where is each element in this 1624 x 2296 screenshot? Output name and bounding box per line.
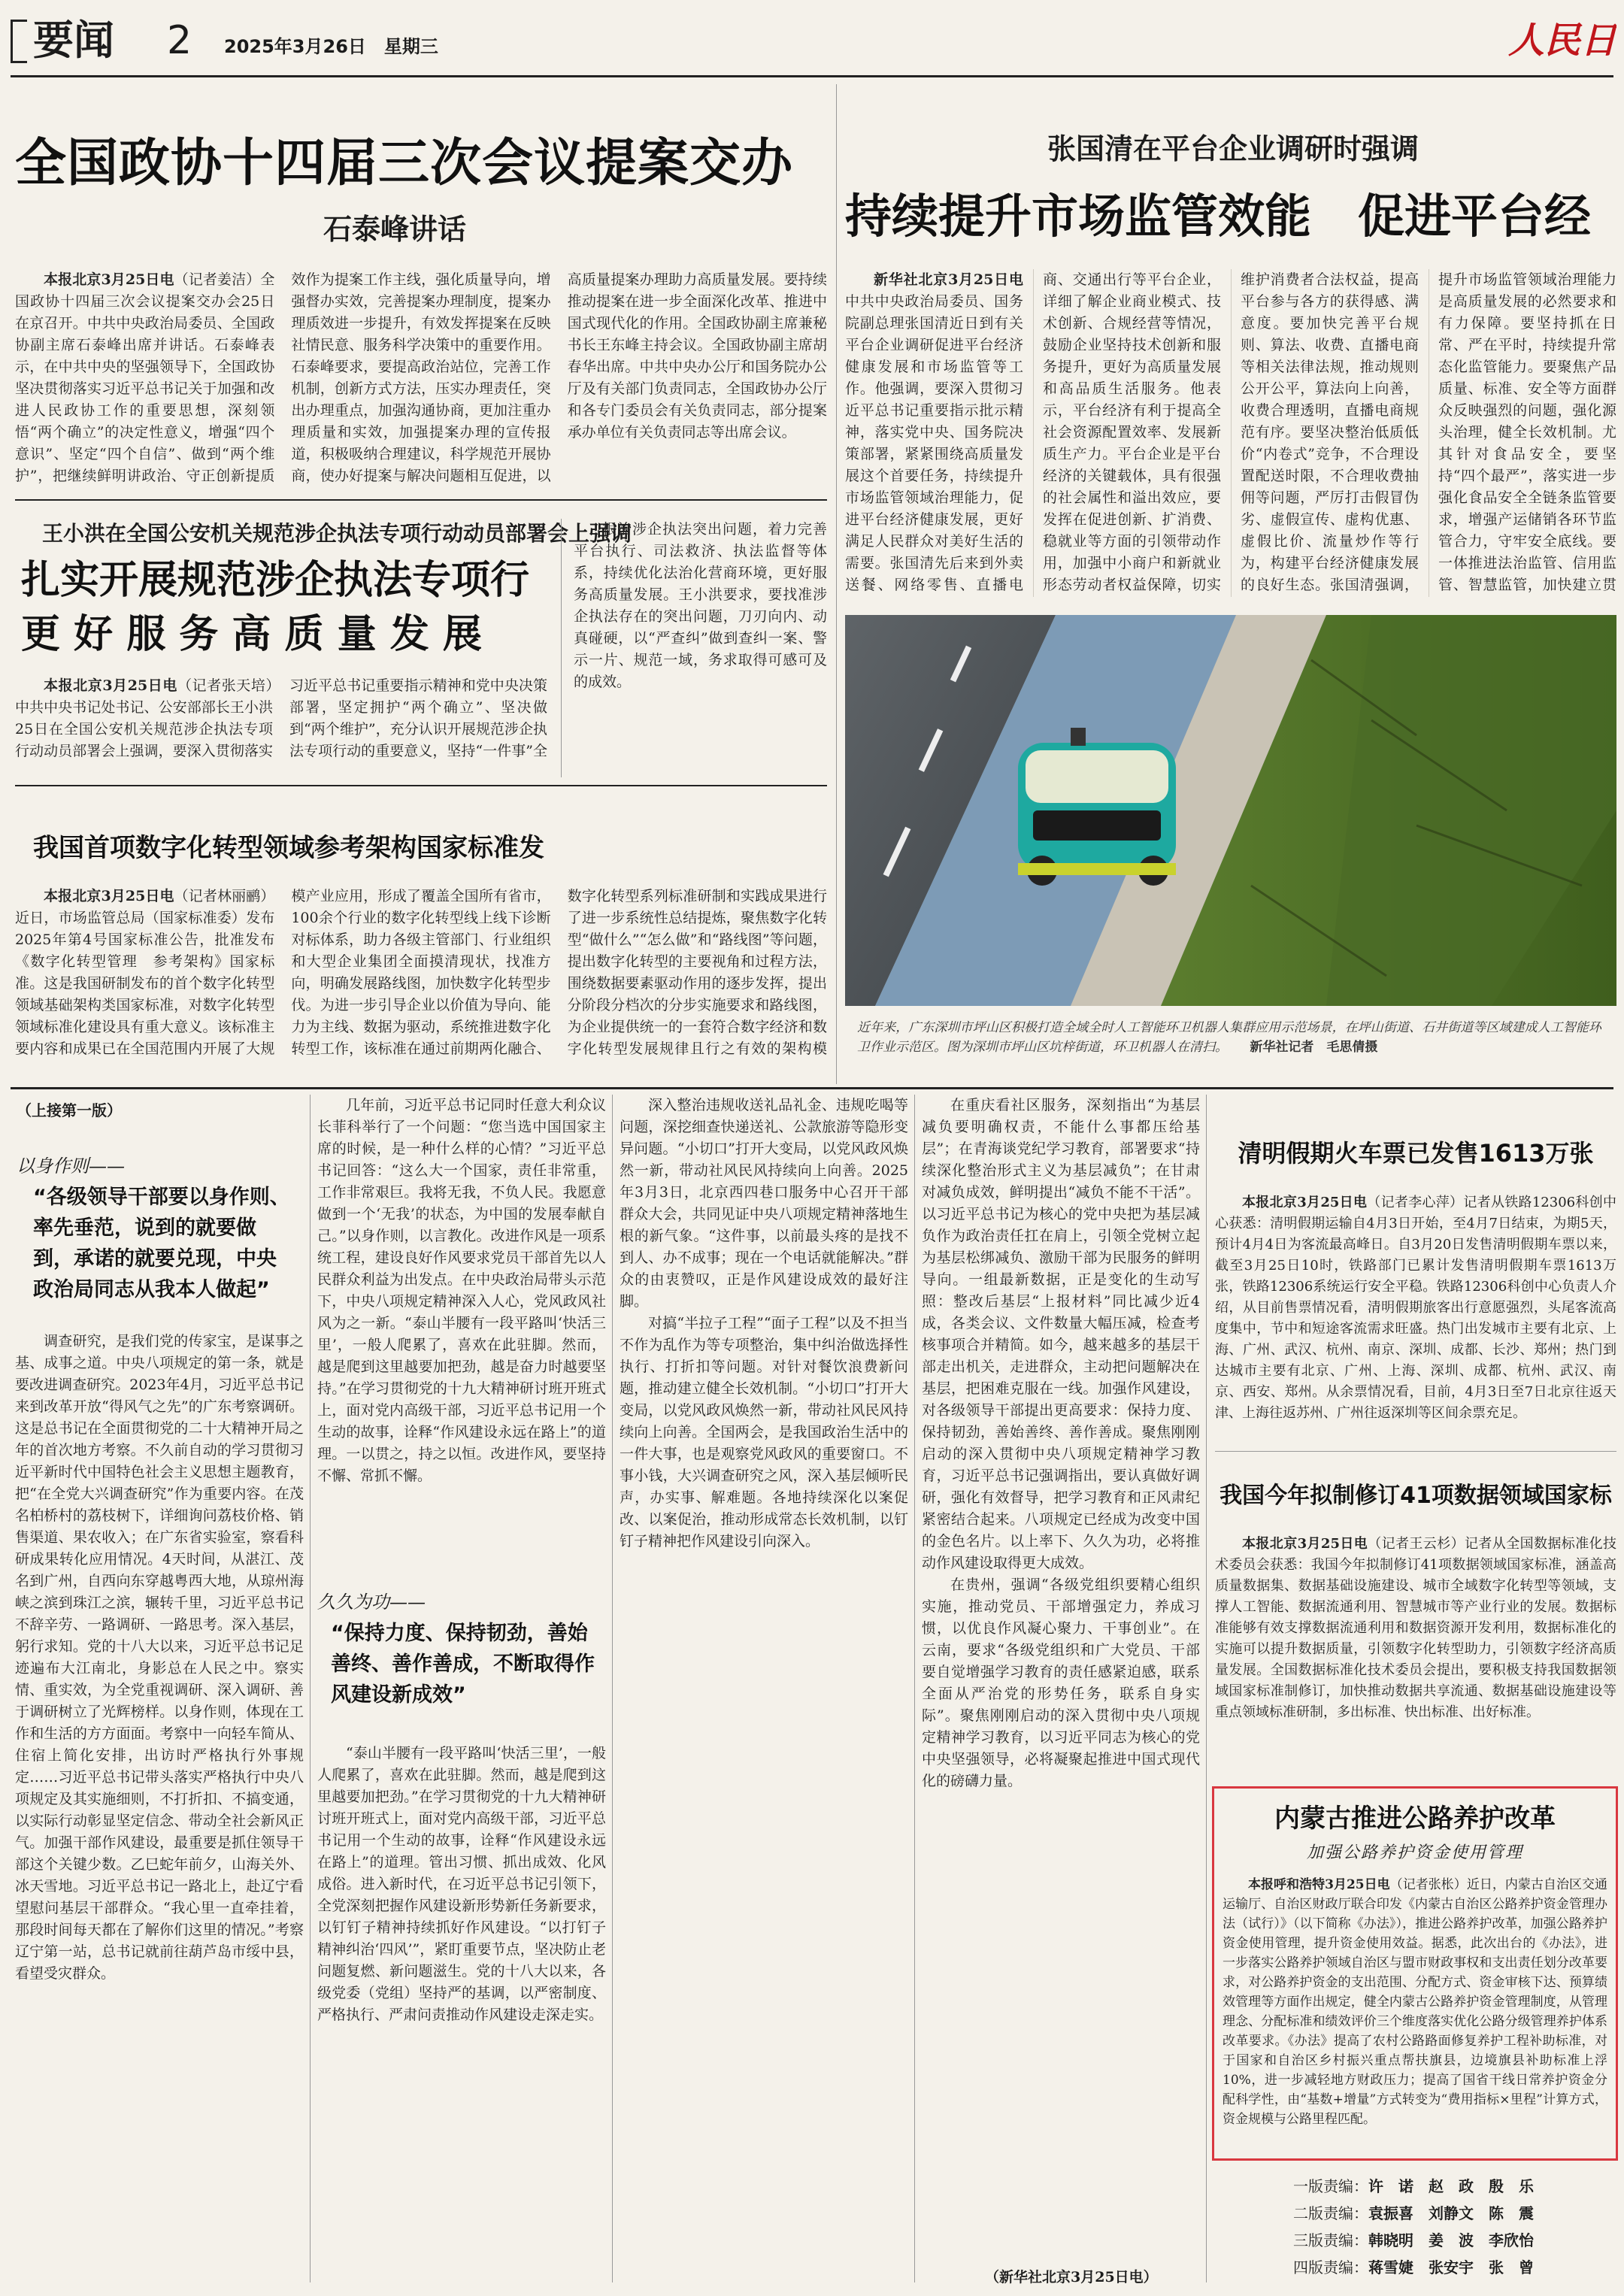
cont-quote1: “各级领导干部要以身作则、率先垂范，说到的就要做到，承诺的就要兑现，中央政治局同志从我本人做起” [33, 1186, 290, 1301]
art1-subtitle: 石泰峰讲话 [323, 212, 467, 246]
photo-caption [857, 1018, 1601, 1074]
art3-dateline: 本报北京3月25日电 [44, 677, 177, 694]
art2-dateline: 新华社北京3月25日电 [874, 271, 1023, 288]
cont-col2-top [317, 1095, 606, 1538]
cont-col3 [620, 1095, 908, 2266]
art2-kicker: 张国清在平台企业调研时强调 [1047, 132, 1419, 165]
art1-dateline: 本报北京3月25日电 [44, 271, 174, 288]
cont-body2b: “泰山半腰有一段平路叫‘快活三里’，一般人爬累了，喜欢在此驻脚。然而，越是爬到这里越要加把劲。”在学习贯彻党的十九大精神研讨班开班式上，面对党内高级干部，习近平总书记用一个生动的故事，诠释“作风建设永远在路上”的道理。管出习惯、抓出成效、化风成俗。进入新时代，在习近平总书记引领下，全党深刻把握作风建设新形势新任务新要求，以钉钉子精神持续抓好作风建设。“以打钉子精神纠治‘四风’”，紧盯重要节点，坚决防止老问题复燃、新问题滋生。党的十八大以来，各级党委（党组）坚持严的基调，以严密制度、严格执行、严肃问责推动作风建设走深走实。 [317, 1745, 606, 2023]
art1-text: （记者姜洁）全国政协十四届三次会议提案交办会25日在京召开。中共中央政治局委员、全国政协副主席石泰峰出席并讲话。石泰峰表示，在中共中央的坚强领导下，全国政协坚决贯彻落实习近平总书记关于加强和改进人民政协工作的重要思想，深刻领悟“两个确立”的决定性意义，增强“四个意识”、坚定“四个自信”、做到“两个维护”，把继续鲜明讲政治、守正创新提质效作为提案工作主线，强化质量导向，增强督办实效，完善提案办理制度，提案办理质效进一步提升，有效发挥提案在反映社情民意、服务科学决策中的重要作用。石泰峰要求，要提高政治站位，完善工作机制，创新方式方法，压实办理责任，突出办理重点，加强沟通协商，更加注重办理质量和实效，加强提案办理的宣传报道，积极吸纳合理建议，科学规范开展协商，使办好提案与解决问题相互促进，以高质量提案办理助力高质量发展。要持续推动提案在进一步全面深化改革、推进中国式现代化的作用。全国政协副主席兼秘书长王东峰主持会议。全国政协副主席胡春华出席。中共中央办公厅和国务院办公厅及有关部门负责同志，全国政协办公厅和各专门委员会有关负责同志，部分提案承办单位有关负责同志等出席会议。 [15, 271, 827, 484]
art1-title: 全国政协十四届三次会议提案交办 [15, 134, 794, 193]
art2-text: 中共中央政治局委员、国务院副总理张国清近日到有关平台企业调研促进平台经济健康发展和市场监管等工作。他强调，要深入贯彻习近平总书记重要指示批示精神，落实党中央、国务院决策部署，紧紧围绕高质量发展这个首要任务，持续提升市场监管领域治理能力，促进平台经济健康发展，更好满足人民群众对美好生活的需要。张国清先后来到外卖送餐、网络零售、直播电商、交通出行等平台企业，详细了解企业商业模式、技术创新、合规经营等情况，鼓励企业坚持技术创新和服务提升，更好为高质量发展和高品质生活服务。他表示，平台经济有利于提高全社会资源配置效率、发展新质生产力。平台企业是平台经济的关键载体，具有很强的社会属性和溢出效应，要发挥在促进创新、扩消费、稳就业等方面的引领带动作用，加强中小商户和新就业形态劳动者权益保障，切实维护消费者合法权益，提高平台参与各方的获得感、满意度。要加快完善平台规则、算法、收费、直播电商等相关法律法规，推动规则公开公平，算法向上向善，收费合理透明，直播电商规范有序。要坚决整治低质低价“内卷式”竞争，不合理设置配送时限，不合理收费抽佣等问题，严厉打击假冒伪劣、虚假宣传、虚构优惠、虚假比价、流量炒作等行为，构建平台经济健康发展的良好生态。张国清强调，提升市场监管领域治理能力是高质量发展的必然要求和有力保障。要坚持抓在日常、严在平时，持续提升常态化监管能力。要聚焦产品质量、标准、安全等方面群众反映强烈的问题，强化源头治理，健全长效机制。尤其针对食品安全，要坚持“四个最严”，落实进一步强化食品安全全链条监管要求，增强产运储销各环节监管合力，守牢安全底线。要一体推进法治监管、信用监管、智慧监管，加快建立贯 [845, 271, 1616, 593]
news2-body [1215, 1534, 1616, 1759]
cont-sec2-label: 久久为功—— [317, 1592, 426, 1613]
art3-text-cont: 根治涉企执法突出问题，着力完善平台执行、司法救济、执法监督等体系，持续优化法治化营商环境，更好服务高质量发展。王小洪要求，要找准涉企执法存在的突出问题，刀刃向内、动真碰硬，以“严查纠”做到查纠一案、警示一片、规范一域，务求取得可感可及的成效。 [574, 521, 827, 690]
section-bracket [11, 20, 27, 63]
cont-col4 [922, 1095, 1200, 2263]
news1-body [1215, 1192, 1616, 1440]
news3-body [1223, 1875, 1607, 2153]
art3-kicker: 王小洪在全国公安机关规范涉企执法专项行动动员部署会上强调 [42, 521, 632, 546]
cont-quote2: “保持力度、保持韧劲，善始善终、善作善成，不断取得作风建设新成效” [331, 1622, 595, 1707]
art3-body-right [561, 519, 827, 777]
news2-title: 我国今年拟制修订41项数据领域国家标 [1220, 1483, 1612, 1509]
section-name: 要闻 [33, 17, 114, 64]
page-number: 2 [167, 18, 192, 63]
photo-illustration [845, 615, 1616, 1006]
continuation-from: （上接第一版） [17, 1101, 122, 1119]
editor-row: 二版责编：袁振喜 刘静文 陈 震 [1293, 2204, 1534, 2222]
cont-body2: 几年前，习近平总书记同时任意大利众议长菲科举行了一个问题：“您当选中国国家主席的时候，是一种什么样的心情？”习近平总书记回答：“这么大一个国家，责任非常重，工作非常艰巨。我将无我，不负人民。我愿意做到一个‘无我’的状态，为中国的发展奉献自己。”以身作则，以言教化。改进作风是一项系统工程，建设良好作风要求党员干部首先以人民群众利益为出发点。在中央政治局带头示范下，中央八项规定精神深入人心，党风政风社风为之一新。“泰山半腰有一段平路叫‘快活三里’，一般人爬累了，喜欢在此驻脚。然而，越是爬到这里越要加把劲，越是奋力时越要坚持。”在学习贯彻党的十九大精神研讨班开班式上，面对党内高级干部，习近平总书记用一个生动的故事，诠释“作风建设永远在路上”的道理。一以贯之，持之以恒。改进作风，要坚持不懈、常抓不懈。 [317, 1097, 606, 1484]
cont-footer: （新华社北京3月25日电） [985, 2269, 1158, 2285]
art4-title: 我国首项数字化转型领域参考架构国家标准发 [33, 833, 544, 863]
art3-title-line1: 扎实开展规范涉企执法专项行 [21, 558, 530, 603]
news3-text: （记者张枨）近日，内蒙古自治区交通运输厅、自治区财政厅联合印发《内蒙古自治区公路养护资金管理办法（试行）》（以下简称《办法》），推进公路养护改革，加强公路养护资金使用管理，提升资金使用效益。据悉，此次出台的《办法》，进一步落实公路养护领域自治区与盟市财政事权和支出责任划分改革要求，对公路养护资金的支出范围、分配方式、资金审核下达、预算绩效管理等方面作出规定，健全内蒙古公路养护资金管理制度，从管理理念、分配标准和绩效评价三个维度落实优化公路分级管理养护体系改革要求。《办法》提高了农村公路路面修复养护工程补助标准，对于国家和自治区乡村振兴重点帮扶旗县，边境旗县补助标准上浮10%，进一步减轻地方财政压力；提高了国省干线日常养护资金分配科学性，由“基数+增量”方式转变为“费用指标×里程”计算方式，资金规模与公路里程匹配。 [1223, 1877, 1607, 2127]
news3-subtitle: 加强公路养护资金使用管理 [1306, 1843, 1523, 1862]
cont-body4b: 在贵州，强调“各级党组织要精心组织实施，推动党员、干部增强定力，养成习惯，以优良作风凝心聚力、干事创业”。在云南，要求“各级党组织和广大党员、干部要自觉增强学习教育的责任感紧迫感，联系全面从严治党的形势任务，联系自身实际”。聚焦刚刚启动的深入贯彻中央八项规定精神学习教育，以习近平同志为核心的党中央坚强领导，必将凝聚起推进中国式现代化的磅礴力量。 [922, 1577, 1200, 1789]
news2-dateline: 本报北京3月25日电 [1242, 1536, 1368, 1552]
news2-text: （记者王云杉）记者从全国数据标准化技术委员会获悉：我国今年拟制修订41项数据领域国家标准，涵盖高质量数据集、数据基础设施建设、城市全域数字化转型等领域，支撑人工智能、数据流通利用、智慧城市等产业行业的发展。数据标准能够有效支撑数据流通利用和数据资源开发利用，数据标准化的实施可以提升数据质量，引领数字化转型助力，引领数字经济高质量发展。全国数据标准化技术委员会提出，要积极支持我国数据领域国家标准制修订，加快推动数据共享流通、数据基础设施建设等重点领域标准研制，多出标准、快出标准、出好标准。 [1215, 1536, 1616, 1720]
photo-credit: 新华社记者 毛思倩摄 [1250, 1040, 1378, 1055]
editors-list [1293, 2173, 1609, 2285]
art4-text: （记者林丽鹂）近日，市场监管总局（国家标准委）发布2025年第4号国家标准公告，批准发布《数字化转型管理 参考架构》国家标准。这是我国研制发布的首个数字化转型领域基础架构类国家标准，对数字化转型领域标准化建设具有重大意义。该标准主要内容和成果已在全国范围内开展了大规模产业应用，形成了覆盖全国所有省市，100余个行业的数字化转型线上线下诊断对标体系，助力各级主管部门、行业组织和大型企业集团全面摸清现状，找准方向，明确发展路线图，加快数字化转型步伐。为进一步引导企业以价值为导向、能力为主线、数据为驱动，系统推进数字化转型工作，该标准在通过前期两化融合、数字化转型系列标准研制和实践成果进行了进一步系统性总结提炼，聚焦数字化转型“做什么”“怎么做”和“路线图”等问题，提出数字化转型的主要视角和过程方法，围绕数据要素驱动作用的逐步发挥，提出分阶段分档次的分步实施要求和路线图，为企业提供统一的一套符合数字经济和数字化转型发展规律且行之有效的架构模 [15, 888, 827, 1057]
cont-col1 [15, 1331, 304, 2266]
editor-row: 一版责编：许 诺 赵 政 殷 乐 [1293, 2177, 1534, 2195]
news1-text: （记者李心萍）记者从铁路12306科创中心获悉：清明假期运输自4月3日开始，至4月7日结束，为期5天，预计4月4日为客流最高峰日。自3月20日发售清明假期车票以来，截至3月25日10时，铁路部门已累计发售清明假期车票1613万张，铁路12306系统运行安全平稳。铁路12306科创中心负责人介绍，从目前售票情况看，清明假期旅客出行意愿强烈，头尾客流高度集中，节中和短途客流需求旺盛。热门出发城市主要有北京、上海、广州、武汉、杭州、南京、深圳、成都、长沙、郑州；热门到达城市主要有北京、广州、上海、深圳、成都、杭州、武汉、南京、西安、郑州。从余票情况看，目前，4月3日至7日北京往返天津、上海往返苏州、广州往返深圳等区间余票充足。 [1215, 1195, 1616, 1421]
editor-row: 四版责编：蒋雪婕 张安宇 张 曾 [1293, 2258, 1534, 2276]
issue-date: 2025年3月26日 星期三 [224, 36, 438, 57]
newspaper-logo: 人民日 [1507, 20, 1616, 62]
news3-dateline: 本报呼和浩特3月25日电 [1248, 1877, 1390, 1892]
art2-title: 持续提升市场监管效能 促进平台经 [845, 189, 1592, 244]
art3-body-left [15, 675, 547, 777]
art1-body [15, 269, 827, 495]
photo-street-robot [845, 615, 1616, 1006]
cont-body3: 深入整治违规收送礼品礼金、违规吃喝等问题，深挖细查快递送礼、公款旅游等隐形变异问题。“小切口”打开大变局，以党风政风焕然一新，带动社风民风持续向上向善。2025年3月3日，北京西四巷口服务中心召开干部群众大会，共同见证中央八项规定精神落地生根的新气象。“这件事，以前最头疼的是找不到人、办不成事；现在一个电话就能解决。”群众的由衷赞叹，正是作风建设成效的最好注脚。 [620, 1097, 908, 1310]
cont-body3b: 对搞“半拉子工程”“面子工程”以及不担当不作为乱作为等专项整治，集中纠治做选择性执行、打折扣等问题。对针对餐饮浪费新问题，推动建立健全长效机制。“小切口”打开大变局，以党风政风焕然一新，带动社风民风持续向上向善。全国两会，是我国政治生活中的一件大事，也是观察党风政风的重要窗口。不事小钱，大兴调查研究之风，深入基层倾听民声，办实事、解难题。各地持续深化以案促改、以案促治，推动形成常态长效机制，以钉钉子精神把作风建设引向深入。 [620, 1315, 908, 1549]
masthead [0, 0, 1624, 84]
news1-title: 清明假期火车票已发售1613万张 [1238, 1139, 1594, 1168]
cont-body4: 在重庆看社区服务，深刻指出“为基层减负要明确权责，不能什么事都压给基层”；在青海谈党纪学习教育，部署要求“持续深化整治形式主义为基层减负”；在甘肃对减负成效，鲜明提出“减负不能不干活”。以习近平总书记为核心的党中央把为基层减负作为政治责任扛在肩上，引领全党树立起为基层松绑减负、激励干部为民服务的鲜明导向。一组最新数据，正是变化的生动写照：整改后基层“上报材料”同比减少近4成，各类会议、文件数量大幅压减，检查考核事项合并精简。如今，越来越多的基层干部走出机关，走进群众，主动把问题解决在基层，把困难克服在一线。加强作风建设，对各级领导干部提出更高要求：保持力度、保持韧劲，善始善终、善作善成。聚焦刚刚启动的深入贯彻中央八项规定精神学习教育，习近平总书记强调指出，要认真做好调研，强化有效督导，把学习教育和正风肃纪紧密结合起来。八项规定已经成为改变中国的金色名片。以上率下、久久为功，必将推动作风建设取得更大成效。 [922, 1097, 1200, 1571]
news3-title: 内蒙古推进公路养护改革 [1274, 1804, 1556, 1834]
editor-row: 三版责编：韩晓明 姜 波 李欣怡 [1293, 2231, 1534, 2249]
art2-body [845, 269, 1616, 597]
cont-sec1-label: 以身作则—— [17, 1156, 125, 1177]
art4-dateline: 本报北京3月25日电 [44, 888, 174, 904]
cont-col2-bottom [317, 1743, 606, 2266]
art3-title-line2: 更 好 服 务 高 质 量 发 展 [21, 612, 482, 657]
news1-dateline: 本报北京3月25日电 [1242, 1195, 1368, 1210]
cont-body1: 调查研究，是我们党的传家宝，是谋事之基、成事之道。中央八项规定的第一条，就是要改进调查研究。2023年4月，习近平总书记来到改革开放“得风气之先”的广东考察调研。这是总书记在全面贯彻党的二十大精神开局之年的首次地方考察。不久前自动的学习贯彻习近平新时代中国特色社会主义思想主题教育，把“在全党大兴调查研究”作为重要内容。在茂名柏桥村的荔枝树下，详细询问荔枝价格、销售渠道、果农收入；在广东省实验室，察看科研成果转化应用情况。4天时间，从湛江、茂名到广州，自西向东穿越粤西大地，从琼州海峡之滨到珠江之滨，辗转千里，习近平总书记不辞辛劳、一路调研、一路思考。深入基层，躬行求知。党的十八大以来，习近平总书记足迹遍布大江南北，身影总在人民之中。察实情、重实效，为全党重视调研、深入调研、善于调研树立了光辉榜样。以身作则，体现在工作和生活的方方面面。考察中一向轻车简从、住宿上简化安排，出访时严格执行外事规定……习近平总书记带头落实严格执行中央八项规定及其实施细则，不打折扣、不搞变通，以实际行动彰显坚定信念、带动全社会新风正气。加强干部作风建设，最重要是抓住领导干部这个关键少数。乙巳蛇年前夕，山海关外、冰天雪地。习近平总书记一路北上，赴辽宁看望慰问基层干部群众。“我心里一直牵挂着，那段时间每天都在了解你们这里的情况。”考察辽宁第一站，总书记就前往葫芦岛市绥中县，看望受灾群众。 [15, 1333, 304, 1982]
photo-caption-text: 近年来，广东深圳市坪山区积极打造全域全时人工智能环卫机器人集群应用示范场景，在坪山街道、石井街道等区域建成人工智能环卫作业示范区。图为深圳市坪山区坑梓街道，环卫机器人在清扫。 [857, 1020, 1601, 1055]
art4-body [15, 886, 827, 1077]
art3-text: （记者张天培）中共中央书记处书记、公安部部长王小洪25日在全国公安机关规范涉企执法专项行动动员部署会上强调，要深入贯彻落实习近平总书记重要指示精神和党中央决策部署，坚定拥护“两个确立”、坚决做到“两个维护”，充分认识开展规范涉企执法专项行动的重要意义，坚持“一件事”全 [15, 677, 547, 759]
